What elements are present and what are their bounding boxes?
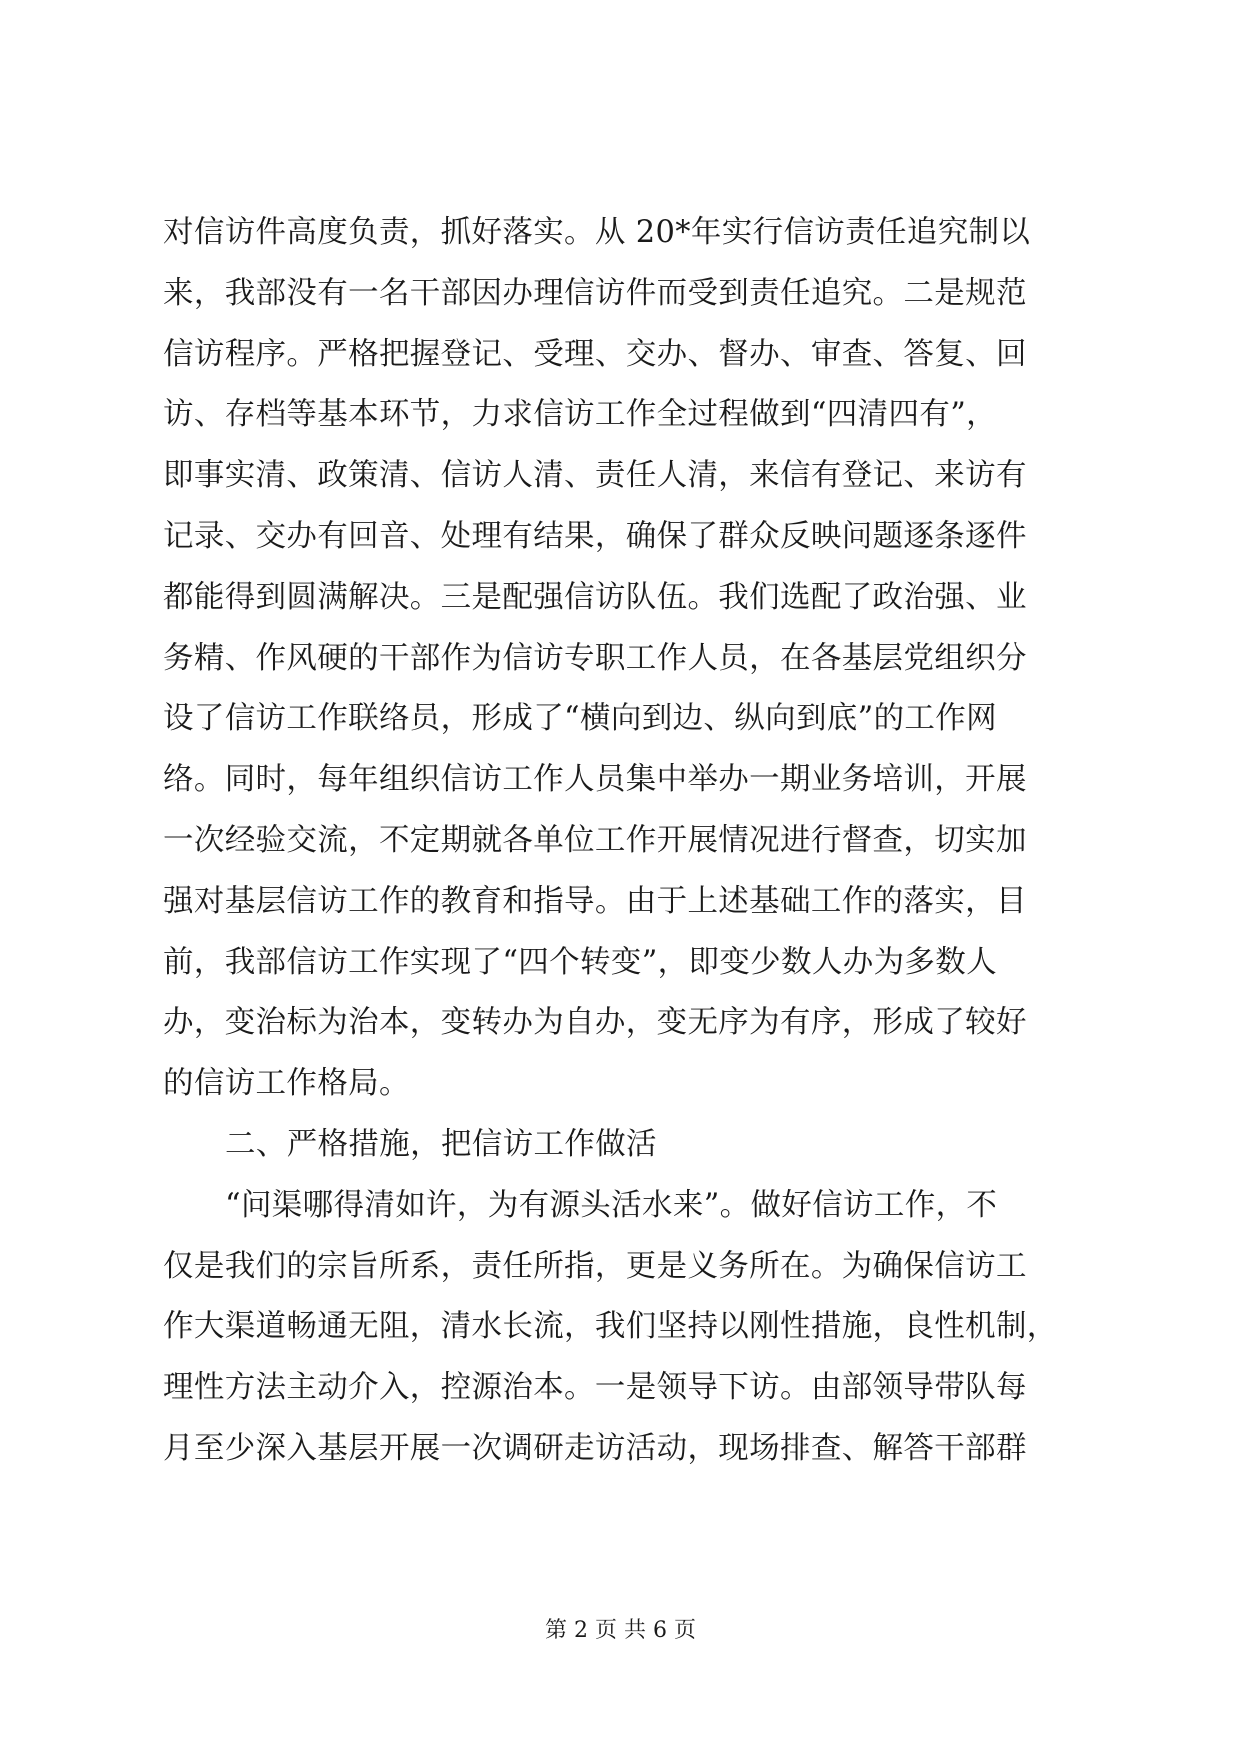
text-line: 即事实清、政策清、信访人清、责任人清，来信有登记、来访有 — [163, 458, 1027, 494]
text-line: 办，变治标为治本，变转办为自办，变无序为有序，形成了较好 — [163, 1005, 1027, 1041]
text-line: 信访程序。严格把握登记、受理、交办、督办、审查、答复、回 — [163, 336, 1027, 372]
text-line: 前，我部信访工作实现了“四个转变”，即变少数人办为多数人 — [163, 944, 997, 980]
page-number-footer: 第 2 页 共 6 页 — [545, 1618, 696, 1643]
text-line: 一次经验交流，不定期就各单位工作开展情况进行督查，切实加 — [163, 822, 1027, 858]
section-heading: 二、严格措施，把信访工作做活 — [225, 1126, 657, 1162]
text-line: 来，我部没有一名干部因办理信访件而受到责任追究。二是规范 — [163, 275, 1027, 311]
text-line: 仅是我们的宗旨所系，责任所指，更是义务所在。为确保信访工 — [163, 1248, 1027, 1284]
text-line: 月至少深入基层开展一次调研走访活动，现场排查、解答干部群 — [163, 1430, 1027, 1466]
text-line: 设了信访工作联络员，形成了“横向到边、纵向到底”的工作网 — [163, 701, 997, 737]
text-line: “问渠哪得清如许，为有源头活水来”。做好信访工作，不 — [225, 1187, 998, 1223]
text-line: 访、存档等基本环节，力求信访工作全过程做到“四清四有”， — [163, 397, 997, 433]
text-line: 理性方法主动介入，控源治本。一是领导下访。由部领导带队每 — [163, 1370, 1027, 1406]
text-line: 都能得到圆满解决。三是配强信访队伍。我们选配了政治强、业 — [163, 579, 1027, 615]
text-line: 务精、作风硬的干部作为信访专职工作人员，在各基层党组织分 — [163, 640, 1027, 676]
body-text — [163, 203, 1083, 1480]
text-line: 络。同时，每年组织信访工作人员集中举办一期业务培训，开展 — [163, 762, 1027, 798]
text-line: 记录、交办有回音、处理有结果，确保了群众反映问题逐条逐件 — [163, 518, 1027, 554]
text-line: 对信访件高度负责，抓好落实。从 20*年实行信访责任追究制以 — [163, 215, 1031, 250]
text-line: 作大渠道畅通无阻，清水长流，我们坚持以刚性措施，良性机制， — [163, 1309, 1058, 1345]
text-line: 强对基层信访工作的教育和指导。由于上述基础工作的落实，目 — [163, 883, 1027, 919]
text-line: 的信访工作格局。 — [163, 1066, 410, 1102]
